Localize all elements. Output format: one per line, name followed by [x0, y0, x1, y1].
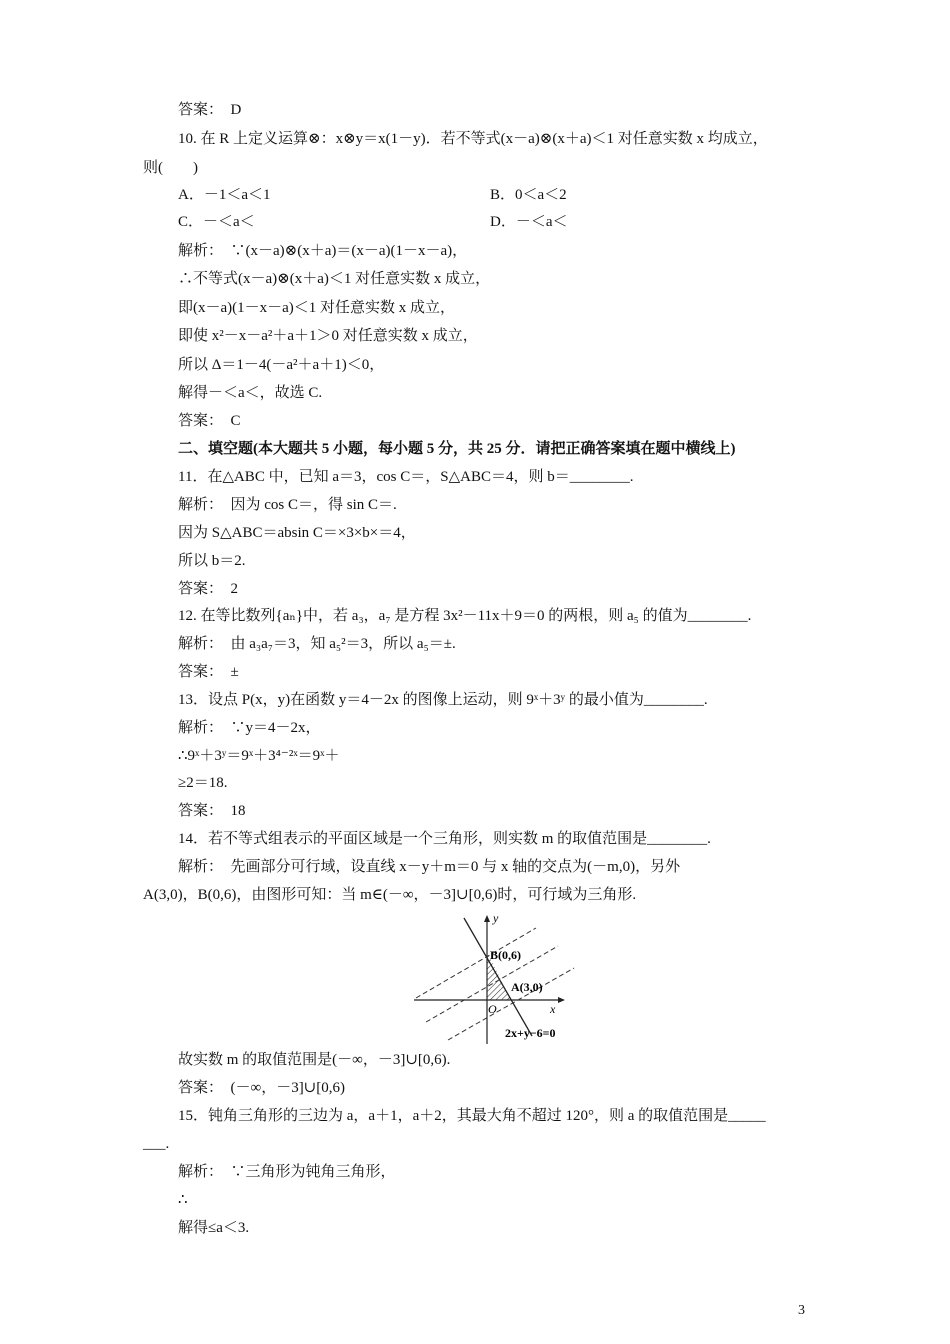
option-c: C．－＜a＜ — [178, 214, 255, 230]
y-axis-arrow — [484, 915, 490, 922]
answer-13: 答案： 18 — [178, 803, 246, 819]
x-axis-arrow — [558, 997, 565, 1003]
solution-13-line2: ∴9ˣ＋3ʸ＝9ˣ＋3⁴⁻²ˣ＝9ˣ＋ — [178, 748, 340, 764]
solution-10-line5: 所以 Δ＝1－4(－a²＋a＋1)＜0， — [178, 357, 385, 373]
answer-10: 答案： C — [178, 413, 241, 429]
solution-15-line1: 解析： ∵三角形为钝角三角形， — [178, 1164, 396, 1180]
solution-14-line3: 故实数 m 的取值范围是(－∞，－3]∪[0,6). — [178, 1052, 451, 1068]
solution-10-line6: 解得－＜a＜，故选 C. — [178, 385, 323, 401]
solution-13-line3: ≥2＝18. — [178, 775, 228, 791]
question-12: 12. 在等比数列{aₙ}中，若 a₃，a₇ 是方程 3x²－11x＋9＝0 的两根，则 a₅ 的值为________. — [178, 608, 752, 624]
question-15-cont: ___. — [143, 1136, 170, 1152]
solution-14-line2: A(3,0)，B(0,6)，由图形可知：当 m∈(－∞，－3]∪[0,6)时，可行域为三角形. — [143, 887, 637, 903]
question-13: 13．设点 P(x，y)在函数 y＝4－2x 的图像上运动，则 9ˣ＋3ʸ 的最小值为________. — [178, 692, 708, 708]
solution-10-line4: 即使 x²－x－a²＋a＋1＞0 对任意实数 x 成立， — [178, 328, 478, 344]
question-15: 15．钝角三角形的三边为 a，a＋1，a＋2，其最大角不超过 120°，则 a 的取值范围是_____ — [178, 1108, 766, 1124]
answer-12: 答案： ± — [178, 664, 239, 680]
question-11: 11．在△ABC 中，已知 a＝3，cos C＝，S△ABC＝4，则 b＝________. — [178, 469, 634, 485]
question-10-stem-cont: 则( ) — [143, 160, 198, 176]
y-axis-label: y — [493, 912, 499, 925]
feasible-region-figure — [408, 912, 588, 1048]
origin-label: O — [488, 1002, 497, 1016]
answer-14: 答案： (－∞，－3]∪[0,6) — [178, 1080, 345, 1096]
solution-10-line3: 即(x－a)(1－x－a)＜1 对任意实数 x 成立， — [178, 300, 456, 316]
page-number: 3 — [798, 1303, 805, 1318]
question-10-stem: 10. 在 R 上定义运算⊗：x⊗y＝x(1－y)．若不等式(x－a)⊗(x＋a)＜1 对任意实数 x 均成立， — [178, 131, 768, 147]
x-axis-label: x — [550, 1002, 556, 1016]
solution-10-line2: ∴不等式(x－a)⊗(x＋a)＜1 对任意实数 x 成立， — [178, 271, 491, 287]
option-a: A．－1＜a＜1 — [178, 187, 271, 203]
question-14: 14．若不等式组表示的平面区域是一个三角形，则实数 m 的取值范围是________. — [178, 831, 711, 847]
solution-13-line1: 解析： ∵y＝4－2x， — [178, 720, 321, 736]
solution-11-line3: 所以 b＝2. — [178, 553, 246, 569]
option-b: B．0＜a＜2 — [490, 187, 567, 203]
solution-11-line1: 解析： 因为 cos C＝，得 sin C＝. — [178, 497, 397, 513]
solution-11-line2: 因为 S△ABC＝absin C＝×3×b×＝4， — [178, 525, 416, 541]
option-d: D．－＜a＜ — [490, 214, 568, 230]
solution-12: 解析： 由 a₃a₇＝3，知 a₅²＝3，所以 a₅＝±. — [178, 636, 456, 652]
solution-15-line3: 解得≤a＜3. — [178, 1220, 250, 1236]
point-b-label: B(0,6) — [490, 948, 521, 962]
boundary-line-2x-y-6 — [464, 918, 532, 1036]
point-a-label: A(3,0) — [511, 980, 543, 994]
section-heading-fill-in: 二、填空题(本大题共 5 小题，每小题 5 分，共 25 分．请把正确答案填在题中横线上) — [178, 441, 736, 457]
answer-11: 答案： 2 — [178, 581, 239, 597]
answer-9: 答案： D — [178, 102, 242, 118]
solution-14-line1: 解析： 先画部分可行域，设直线 x－y＋m＝0 与 x 轴的交点为(－m,0)，另外 — [178, 859, 681, 875]
solution-10-line1: 解析： ∵(x－a)⊗(x＋a)＝(x－a)(1－x－a)， — [178, 243, 468, 259]
line-equation-label: 2x+y−6=0 — [505, 1026, 556, 1040]
solution-15-line2: ∴ — [178, 1192, 188, 1208]
